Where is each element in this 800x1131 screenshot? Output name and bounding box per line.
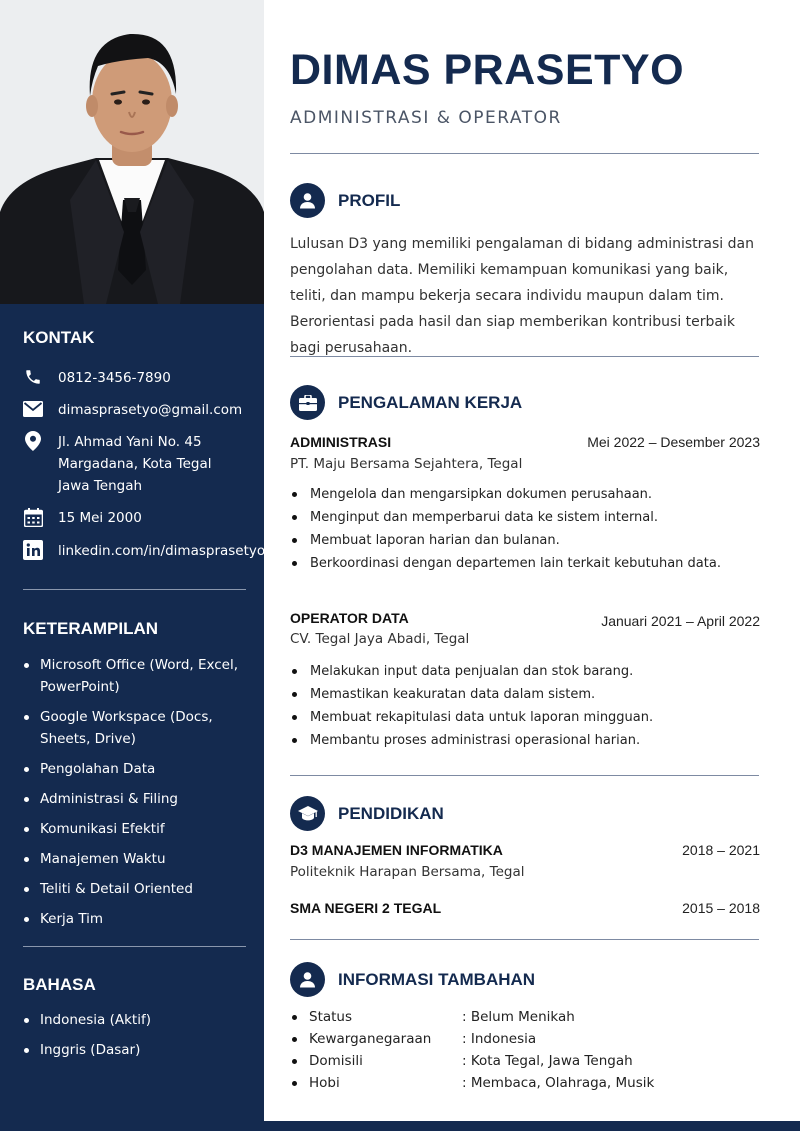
birthdate-text: 15 Mei 2000 (58, 510, 142, 526)
experience-section-header (290, 385, 522, 420)
education-title: PENDIDIKAN (338, 803, 444, 823)
experience-title: PENGALAMAN KERJA (338, 392, 523, 412)
profile-section-header (290, 183, 400, 218)
additional-section-header (290, 962, 535, 997)
calendar-icon (23, 507, 43, 527)
profile-text: Lulusan D3 yang memiliki pengalaman di bidang administrasi dan pengolahan data. Memiliki kemampuan komunikasi yang baik, teliti, dan mampu bekerja secara individu maupun dalam tim. Berorientasi pada hasil dan siap memberikan kontribusi terbaik bagi perusahaan. (290, 236, 754, 356)
sidebar-divider (23, 946, 246, 947)
skill-item: Teliti & Detail Oriented (23, 878, 253, 900)
skill-item: Pengolahan Data (23, 758, 253, 780)
info-key: Domisili (309, 1053, 363, 1069)
phone-icon (23, 367, 43, 387)
info-key: Hobi (309, 1075, 340, 1091)
contact-birthdate (23, 507, 142, 529)
info-value: : Belum Menikah (462, 1009, 575, 1025)
education-school: Politeknik Harapan Bersama, Tegal (290, 864, 525, 880)
location-pin-icon (23, 431, 43, 451)
education-years: 2018 – 2021 (682, 842, 760, 858)
section-divider (290, 356, 759, 357)
info-row (290, 1006, 759, 1028)
languages-list (23, 1009, 253, 1061)
job-duty: Memastikan keakuratan data dalam sistem. (290, 683, 759, 706)
section-divider (290, 775, 759, 776)
skill-item: Administrasi & Filing (23, 788, 253, 810)
mail-icon (23, 399, 43, 419)
info-key: Kewarganegaraan (309, 1031, 432, 1047)
graduation-cap-icon (290, 796, 325, 831)
address-line: Jawa Tengah (58, 478, 143, 494)
user-icon (290, 183, 325, 218)
job-duty: Membuat rekapitulasi data untuk laporan mingguan. (290, 706, 759, 729)
contact-address (23, 431, 211, 497)
job-title: ADMINISTRASI (290, 434, 392, 450)
candidate-role: ADMINISTRASI & OPERATOR (290, 108, 562, 128)
footer-bar (0, 1121, 800, 1131)
skills-title: KETERAMPILAN (23, 619, 159, 638)
info-value: : Indonesia (462, 1031, 537, 1047)
main-content (290, 0, 760, 1131)
linkedin-url: linkedin.com/in/dimasprasetyo (58, 543, 266, 559)
job-duty: Melakukan input data penjualan dan stok barang. (290, 660, 759, 683)
job-company: CV. Tegal Jaya Abadi, Tegal (290, 631, 470, 647)
user-icon (290, 962, 325, 997)
sidebar-divider (23, 589, 246, 590)
job-duty: Mengelola dan mengarsipkan dokumen perusahaan. (290, 483, 759, 506)
job-duty: Berkoordinasi dengan departemen lain terkait kebutuhan data. (290, 552, 759, 575)
address-text (58, 431, 211, 497)
section-divider (290, 939, 759, 940)
info-value: : Kota Tegal, Jawa Tengah (462, 1053, 633, 1069)
sidebar (0, 0, 264, 1131)
profile-photo (0, 0, 264, 304)
education-years: 2015 – 2018 (682, 900, 760, 916)
address-line: Jl. Ahmad Yani No. 45 (58, 434, 202, 450)
email-address: dimasprasetyo@gmail.com (58, 402, 243, 418)
contact-phone[interactable] (23, 367, 171, 389)
briefcase-icon (290, 385, 325, 420)
info-row (290, 1028, 759, 1050)
contact-title: KONTAK (23, 328, 95, 347)
job-dates: Januari 2021 – April 2022 (601, 613, 760, 629)
section-divider (290, 153, 759, 154)
profile-title: PROFIL (338, 190, 401, 210)
language-item: Inggris (Dasar) (23, 1039, 253, 1061)
job-duty: Menginput dan memperbarui data ke sistem internal. (290, 506, 759, 529)
skill-item: Kerja Tim (23, 908, 253, 930)
skill-item: Google Workspace (Docs, Sheets, Drive) (23, 706, 253, 750)
candidate-name: DIMAS PRASETYO (290, 46, 685, 94)
job-dates: Mei 2022 – Desember 2023 (587, 434, 760, 450)
job-title: OPERATOR DATA (290, 610, 409, 626)
job-duty: Membantu proses administrasi operasional harian. (290, 729, 759, 752)
skills-list (23, 654, 253, 930)
linkedin-icon (23, 540, 43, 560)
skill-item: Manajemen Waktu (23, 848, 253, 870)
job-duties-list (290, 660, 759, 752)
contact-email[interactable] (23, 399, 242, 421)
language-item: Indonesia (Aktif) (23, 1009, 253, 1031)
info-key: Status (309, 1009, 353, 1025)
info-value: : Membaca, Olahraga, Musik (462, 1075, 655, 1091)
additional-title: INFORMASI TAMBAHAN (338, 969, 536, 989)
languages-title: BAHASA (23, 975, 96, 994)
info-row (290, 1050, 759, 1072)
info-row (290, 1072, 759, 1094)
additional-info-list (290, 1006, 759, 1094)
skill-item: Komunikasi Efektif (23, 818, 253, 840)
contact-linkedin[interactable] (23, 540, 265, 562)
job-duties-list (290, 483, 759, 575)
job-duty: Membuat laporan harian dan bulanan. (290, 529, 759, 552)
education-degree: D3 MANAJEMEN INFORMATIKA (290, 842, 503, 858)
job-company: PT. Maju Bersama Sejahtera, Tegal (290, 456, 523, 472)
address-line: Margadana, Kota Tegal (58, 456, 212, 472)
education-degree: SMA NEGERI 2 TEGAL (290, 900, 442, 916)
education-section-header (290, 796, 444, 831)
skill-item: Microsoft Office (Word, Excel, PowerPoint) (23, 654, 253, 698)
phone-number: 0812-3456-7890 (58, 370, 171, 386)
